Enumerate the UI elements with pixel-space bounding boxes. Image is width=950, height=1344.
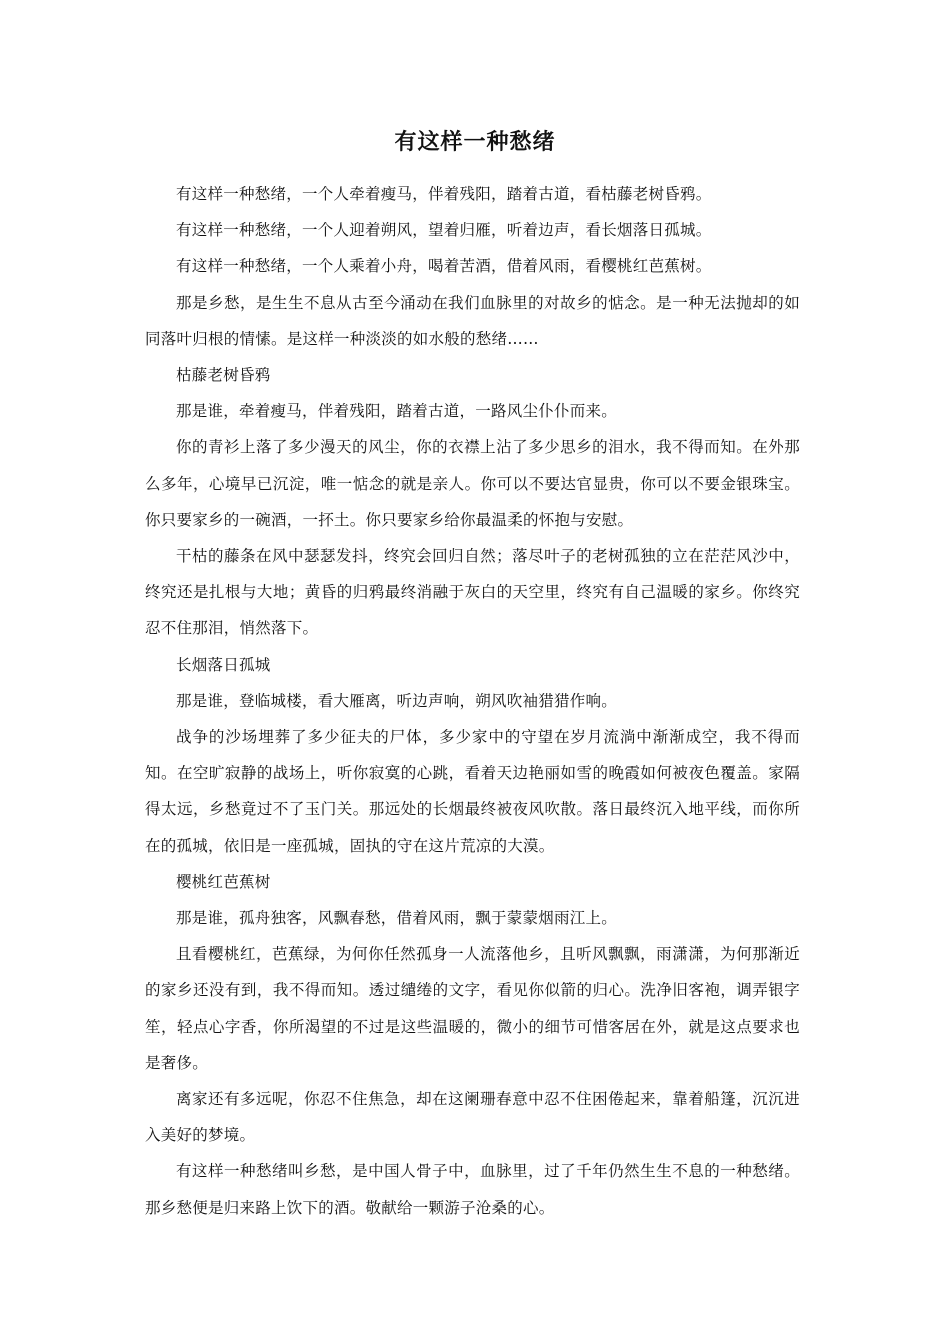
paragraph-5: 那是谁，牵着瘦马，伴着残阳，踏着古道，一路风尘仆仆而来。 bbox=[176, 402, 618, 421]
paragraph-9: 战争的沙场埋葬了多少征夫的尸体，多少家中的守望在岁月流淌中渐渐成空，我不得而知。在空旷寂静的战场上，听你寂寞的心跳，看着天边艳丽如雪的晚霞如何被夜色覆盖。家隔得太远，乡愁竟过不了玉门关。那远处的长烟最终被夜风吹散。落日最终沉入地平线，而你所在的孤城，依旧是一座孤城，固执的守在这片荒凉的大漠。 bbox=[145, 728, 800, 855]
paragraph-2: 有这样一种愁绪，一个人迎着朔风，望着归雁，听着边声，看长烟落日孤城。 bbox=[176, 221, 712, 240]
section-heading-1: 枯藤老树昏鸦 bbox=[176, 366, 271, 385]
page-title: 有这样一种愁绪 bbox=[394, 129, 556, 155]
paragraph-7: 干枯的藤条在风中瑟瑟发抖，终究会回归自然；落尽叶子的老树孤独的立在茫茫风沙中，终究还是扎根与大地；黄昏的归鸦最终消融于灰白的天空里，终究有自己温暖的家乡。你终究忍不住那泪，悄然落下。 bbox=[145, 547, 800, 638]
paragraph-6: 你的青衫上落了多少漫天的风尘，你的衣襟上沾了多少思乡的泪水，我不得而知。在外那么多年，心境早已沉淀，唯一惦念的就是亲人。你可以不要达官显贵，你可以不要金银珠宝。你只要家乡的一碗酒，一抔土。你只要家乡给你最温柔的怀抱与安慰。 bbox=[145, 438, 800, 529]
paragraph-4: 那是乡愁，是生生不息从古至今涌动在我们血脉里的对故乡的惦念。是一种无法抛却的如同落叶归根的情愫。是这样一种淡淡的如水般的愁绪…… bbox=[145, 293, 800, 348]
paragraph-12: 离家还有多远呢，你忍不住焦急，却在这阑珊春意中忍不住困倦起来，靠着船篷，沉沉进入美好的梦境。 bbox=[145, 1090, 800, 1145]
section-heading-2: 长烟落日孤城 bbox=[176, 655, 271, 674]
section-heading-3: 樱桃红芭蕉树 bbox=[176, 872, 271, 891]
paragraph-10: 那是谁，孤舟独客，风飘春愁，借着风雨，飘于蒙蒙烟雨江上。 bbox=[176, 909, 618, 928]
paragraph-8: 那是谁，登临城楼，看大雁离，听边声响，朔风吹袖猎猎作响。 bbox=[176, 691, 618, 710]
paragraph-1: 有这样一种愁绪，一个人牵着瘦马，伴着残阳，踏着古道，看枯藤老树昏鸦。 bbox=[176, 185, 712, 203]
paragraph-13: 有这样一种愁绪叫乡愁，是中国人骨子中，血脉里，过了千年仍然生生不息的一种愁绪。那乡愁便是归来路上饮下的酒。敬献给一颗游子沧桑的心。 bbox=[145, 1162, 800, 1217]
paragraph-3: 有这样一种愁绪，一个人乘着小舟，喝着苦酒，借着风雨，看樱桃红芭蕉树。 bbox=[176, 257, 712, 276]
paragraph-11: 且看樱桃红，芭蕉绿，为何你任然孤身一人流落他乡，且听风飘飘，雨潇潇，为何那渐近的家乡还没有到，我不得而知。透过缱绻的文字，看见你似箭的归心。洗净旧客袍，调弄银字笙，轻点心字香，你所渴望的不过是这些温暖的，微小的细节可惜客居在外，就是这点要求也是奢侈。 bbox=[145, 945, 800, 1072]
document-body bbox=[145, 176, 800, 1226]
